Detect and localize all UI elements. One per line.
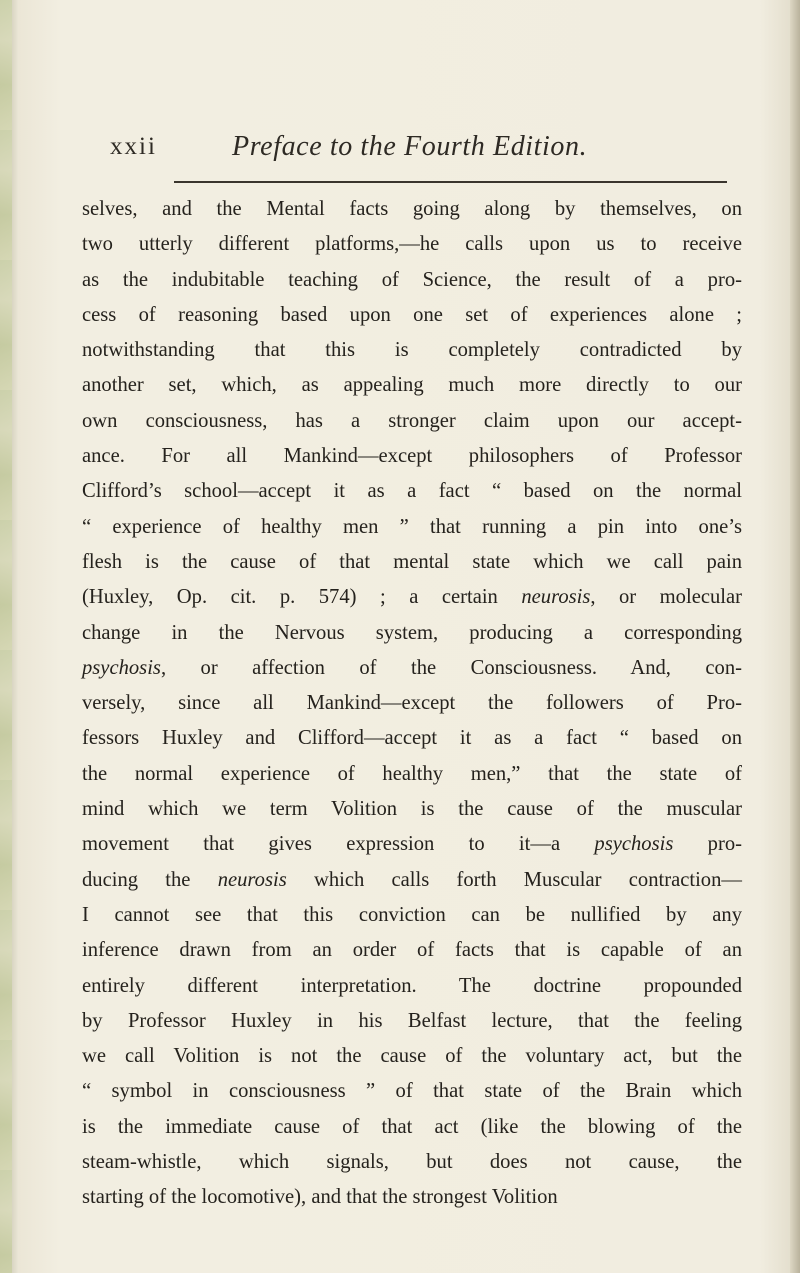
text-line bbox=[82, 545, 742, 580]
text-run: , or affection of the Consciousness. And, con- bbox=[160, 656, 742, 679]
text-line bbox=[82, 686, 742, 721]
text-run: cess of reasoning based upon one set of experiences alone ; bbox=[82, 303, 742, 326]
text-run: the normal experience of healthy men,” that the state of bbox=[82, 762, 742, 785]
text-run: own consciousness, has a stronger claim upon our accept- bbox=[82, 409, 742, 432]
text-line bbox=[82, 792, 742, 827]
text-run: ducing the bbox=[82, 868, 218, 891]
text-line bbox=[82, 616, 742, 651]
text-run: as the indubitable teaching of Science, the result of a pro- bbox=[82, 268, 742, 291]
body-text bbox=[82, 192, 742, 1216]
text-run: mind which we term Volition is the cause of the muscular bbox=[82, 798, 742, 821]
text-line bbox=[82, 1074, 742, 1109]
text-line bbox=[82, 827, 742, 862]
text-line bbox=[82, 1180, 742, 1215]
italic-term: neurosis bbox=[521, 586, 591, 609]
text-line bbox=[82, 1110, 742, 1145]
text-line bbox=[82, 510, 742, 545]
header-rule bbox=[174, 181, 727, 183]
text-run: by Professor Huxley in his Belfast lecture, that the feeling bbox=[82, 1009, 742, 1032]
text-run: fessors Huxley and Clifford—accept it as a fact “ based on bbox=[82, 727, 742, 750]
text-run: “ experience of healthy men ” that running a pin into one’s bbox=[82, 515, 742, 538]
text-line bbox=[82, 969, 742, 1004]
text-line bbox=[82, 333, 742, 368]
text-line bbox=[82, 721, 742, 756]
running-title: Preface to the Fourth Edition. bbox=[232, 131, 588, 162]
text-run: (Huxley, Op. cit. p. 574) ; a certain bbox=[82, 586, 522, 609]
text-run: versely, since all Mankind—except the followers of Pro- bbox=[82, 692, 742, 715]
italic-term: psychosis bbox=[82, 656, 161, 679]
text-run: selves, and the Mental facts going along by themselves, on bbox=[82, 198, 742, 220]
page-edge-shadow bbox=[790, 0, 800, 1273]
text-line bbox=[82, 474, 742, 509]
text-line bbox=[82, 580, 742, 615]
text-run: two utterly different platforms,—he calls upon us to receive bbox=[82, 233, 742, 256]
text-line bbox=[82, 1004, 742, 1039]
text-run: notwithstanding that this is completely contradicted by bbox=[82, 339, 742, 362]
text-line bbox=[82, 192, 742, 227]
text-run: steam-whistle, which signals, but does not cause, the bbox=[82, 1151, 742, 1174]
text-run: entirely different interpretation. The doctrine propounded bbox=[82, 974, 742, 997]
text-run: I cannot see that this conviction can be nullified by any bbox=[82, 903, 742, 926]
text-line bbox=[82, 439, 742, 474]
text-run: , or molecular bbox=[590, 586, 742, 609]
text-run: movement that gives expression to it—a bbox=[82, 833, 595, 856]
text-line bbox=[82, 933, 742, 968]
text-line bbox=[82, 757, 742, 792]
text-line bbox=[82, 1039, 742, 1074]
text-run: ance. For all Mankind—except philosophers of Professor bbox=[82, 445, 742, 468]
text-run: flesh is the cause of that mental state which we call pain bbox=[82, 550, 742, 573]
text-run: is the immediate cause of that act (like the blowing of the bbox=[82, 1115, 742, 1138]
text-line bbox=[82, 651, 742, 686]
text-run: Clifford’s school—accept it as a fact “ based on the normal bbox=[82, 480, 742, 503]
text-line bbox=[82, 898, 742, 933]
text-line bbox=[82, 227, 742, 262]
italic-term: psychosis bbox=[594, 833, 674, 856]
italic-term: neurosis bbox=[217, 868, 287, 891]
binding-gutter bbox=[0, 0, 12, 1273]
text-line bbox=[82, 368, 742, 403]
binding-shadow bbox=[12, 0, 18, 1273]
text-run: change in the Nervous system, producing a corresponding bbox=[82, 621, 742, 644]
text-line bbox=[82, 263, 742, 298]
text-run: which calls forth Muscular contraction— bbox=[286, 868, 742, 891]
running-header bbox=[110, 133, 750, 167]
text-run: starting of the locomotive), and that the strongest Volition bbox=[82, 1186, 558, 1209]
text-line bbox=[82, 1145, 742, 1180]
text-line bbox=[82, 863, 742, 898]
text-run: pro- bbox=[673, 833, 742, 856]
text-run: “ symbol in consciousness ” of that state of the Brain which bbox=[82, 1080, 742, 1103]
text-run: another set, which, as appealing much more directly to our bbox=[82, 374, 742, 397]
text-line bbox=[82, 298, 742, 333]
text-run: inference drawn from an order of facts that is capable of an bbox=[82, 939, 742, 962]
text-line bbox=[82, 404, 742, 439]
text-run: we call Volition is not the cause of the voluntary act, but the bbox=[82, 1045, 742, 1068]
page-number: xxii bbox=[110, 133, 157, 160]
